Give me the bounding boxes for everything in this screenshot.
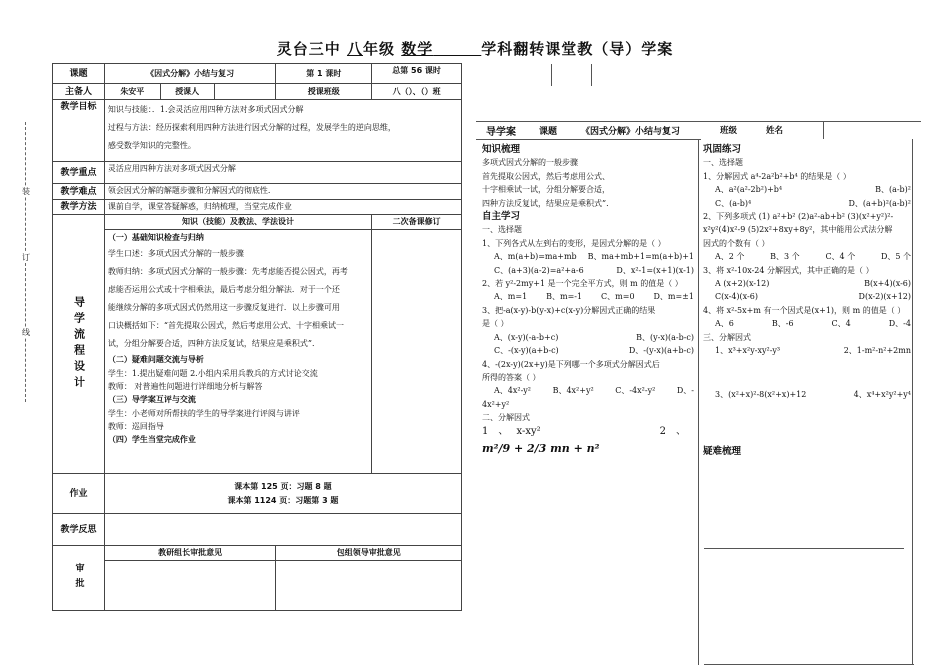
option-row xyxy=(703,277,911,290)
section-title: 巩固练习 xyxy=(703,144,742,155)
topic-label: 课题 xyxy=(53,64,105,84)
binding-char: 装 xyxy=(22,187,30,196)
review-header-1: 教研组长审批意见 xyxy=(104,546,276,561)
key-value: 灵活应用四种方法对多项式因式分解 xyxy=(104,162,461,184)
revise-header: 二次备课修订 xyxy=(372,215,462,230)
answer-space xyxy=(703,358,911,388)
text-line: 三、分解因式 xyxy=(703,332,751,342)
flow-section-title: （三）导学案互评与交流 xyxy=(107,395,196,404)
design-header: 知识（技能）及教法、学法设计 xyxy=(104,215,371,230)
column-divider xyxy=(698,139,699,665)
option: C、(a-b)⁴ xyxy=(715,198,752,208)
homework-line: 课本第 1124 页：习题第 3 题 xyxy=(227,495,339,505)
option: D、-4 xyxy=(888,319,911,329)
option: 1 、 x-xy² xyxy=(482,425,541,437)
homework-line: 课本第 125 页：习题 8 题 xyxy=(234,481,332,491)
formula: m²/9 + 2/3 mn + n² xyxy=(482,441,600,455)
option: B(x+4)(x-6) xyxy=(864,279,911,289)
right-name-label: 姓名 xyxy=(766,126,784,136)
text-line: 1、下列各式从左到右的变形，是因式分解的是（ ） xyxy=(482,238,666,248)
method-label: 教学方法 xyxy=(53,200,105,215)
practice-column xyxy=(703,143,911,458)
text-line: 二、分解因式 xyxy=(482,413,530,423)
section-title: 疑难梳理 xyxy=(703,445,742,457)
goal-line: 知识与技能：．1.会灵活应用四种方法对多项式因式分解 xyxy=(107,105,304,114)
text-line: 1、分解因式 a⁴-2a²b²+b⁴ 的结果是（ ） xyxy=(703,171,851,181)
right-class-label: 班级 xyxy=(720,126,738,136)
option-row xyxy=(703,183,911,196)
flow-line: 口诀概括如下：“首先提取公因式，然后考虑用公式、十字相乘试一 xyxy=(107,321,344,330)
flow-line: 学生：小老师对所帮扶的学生的导学案进行评阅与讲评 xyxy=(107,409,300,418)
option-row xyxy=(703,290,911,303)
text-line: 多项式因式分解的一般步骤 xyxy=(482,158,578,168)
option: 3、(x²+x)²-8(x²+x)+12 xyxy=(715,389,807,399)
option: D、(a+b)²(a-b)² xyxy=(848,198,911,208)
option: A (x+2)(x-12) xyxy=(715,279,770,289)
option: A、m(a+b)=ma+mb xyxy=(494,252,577,262)
right-course: 《因式分解》小结与复习 xyxy=(581,127,681,137)
option-row xyxy=(482,384,694,397)
option-row xyxy=(703,197,911,210)
option-row xyxy=(482,331,694,344)
answer-space xyxy=(703,401,911,445)
text-line: 3、将 x²-10x-24 分解因式，其中正确的是（ ） xyxy=(703,265,874,275)
option: B、ma+mb+1=m(a+b)+1 xyxy=(587,252,694,262)
flow-line: 试，分组分解要合适，四种方法反复试，结果应是乘积式”． xyxy=(107,339,320,348)
flow-section-title: （四）学生当堂完成作业 xyxy=(107,435,196,444)
text-line: x²y²(4)x²-9 (5)2x²+8xy+8y²，其中能用公式法分解 xyxy=(703,225,893,235)
flow-content xyxy=(104,230,371,474)
line xyxy=(704,548,904,549)
option: B、4x²+y² xyxy=(552,386,594,396)
teacher-label: 授课人 xyxy=(160,84,214,100)
right-course-label: 课题 xyxy=(539,127,558,137)
flow-line: 能继续分解的多项式因式仍然用这一步骤反复进行．以上步骤可用 xyxy=(107,303,340,312)
text-line: 因式的个数有（ ） xyxy=(703,238,770,248)
option: C、4 个 xyxy=(825,252,856,262)
option: A、m=1 xyxy=(494,292,528,302)
text-line: 十字相乘试一试，分组分解要合适， xyxy=(482,185,610,195)
option: B、m=-1 xyxy=(546,292,583,302)
flow-line: 学生：1.提出疑难问题 2.小组内采用兵教兵的方式讨论交流 xyxy=(107,369,318,378)
option: B、-6 xyxy=(771,319,794,329)
lesson-plan-table xyxy=(52,63,462,611)
review-header-2: 包组领导审批意见 xyxy=(276,546,462,561)
goal-line: 过程与方法：经历探索利用四种方法进行因式分解的过程，发展学生的逆向思维， xyxy=(107,123,396,132)
option: A、(x-y)(-a-b+c) xyxy=(494,332,559,342)
right-header-top xyxy=(476,121,921,122)
option: D、-(y-x)(a+b-c) xyxy=(628,346,694,356)
option: B、(y-x)(a-b-c) xyxy=(636,332,694,342)
option: A、6 xyxy=(715,319,734,329)
option-row xyxy=(703,388,911,401)
text-line: 一、选择题 xyxy=(703,158,743,168)
flow-label: 导学流程设计 xyxy=(53,215,105,474)
flow-section-title: （一）基础知识检查与归纳 xyxy=(107,233,204,242)
option-row xyxy=(482,344,694,357)
option: D(x-2)(x+12) xyxy=(858,292,911,302)
option: D、m=±1 xyxy=(653,292,694,302)
text-line: 四种方法反复试，结果应是乘积式”． xyxy=(482,198,615,208)
goals-label: 教学目标 xyxy=(53,100,105,162)
option: B、(a-b)² xyxy=(875,185,911,195)
option-row xyxy=(482,250,694,263)
self-study-column xyxy=(482,143,694,455)
option-row xyxy=(703,317,911,330)
flow-line: 学生口述：多项式因式分解的一般步骤 xyxy=(107,249,244,258)
text-line: 4x²+y² xyxy=(482,399,510,409)
class-label: 授课班级 xyxy=(276,84,372,100)
difficult-value: 领会因式分解的解题步骤和分解因式的彻底性. xyxy=(104,184,461,200)
review-label: 审批 xyxy=(53,546,105,611)
text-line: 一、选择题 xyxy=(482,225,522,235)
option: C、m=0 xyxy=(601,292,635,302)
option: 1、x³+x²y-xy²-y³ xyxy=(715,346,781,356)
divider xyxy=(591,64,592,86)
right-header-bottom xyxy=(476,139,701,140)
section-title: 知识梳理 xyxy=(482,144,521,155)
binding-char: 线 xyxy=(22,328,30,337)
text-line: 2、若 y²-2my+1 是一个完全平方式，则 m 的值是（ ） xyxy=(482,279,683,289)
option: D、- xyxy=(676,386,694,396)
flow-line: 虑能否运用公式或十字相乘法，最后考虑分组分解法．对于一个还 xyxy=(107,285,340,294)
option-row xyxy=(482,425,694,438)
reflection-label: 教学反思 xyxy=(53,514,105,546)
option: C(x-4)(x-6) xyxy=(715,292,758,302)
option: C、(a+3)(a-2)=a²+a-6 xyxy=(494,265,584,275)
option: C、4 xyxy=(831,319,851,329)
option: C、-4x²-y² xyxy=(615,386,656,396)
preparer-label: 主备人 xyxy=(53,84,105,100)
right-header-label: 导学案 xyxy=(486,127,516,138)
flow-line: 教师归纳：多项式因式分解的一般步骤：先考虑能否提公因式，再考 xyxy=(107,267,348,276)
topic-value: 《因式分解》小结与复习 xyxy=(104,64,276,84)
divider xyxy=(551,64,552,86)
text-line: 4、将 x²-5x+m 有一个因式是(x+1)，则 m 的值是（ ） xyxy=(703,305,906,315)
option: 2、1-m²-n²+2mn xyxy=(843,346,911,356)
section-title: 自主学习 xyxy=(482,211,521,223)
option-row xyxy=(482,264,694,277)
option: A、4x²-y² xyxy=(494,386,532,396)
text-line: 首先提取公因式，然后考虑用公式、 xyxy=(482,171,610,181)
binding-char: 订 xyxy=(22,253,30,262)
preparer-value: 朱安平 xyxy=(104,84,160,100)
option: 2 、 xyxy=(659,425,686,437)
total-period: 总第 56 课时 xyxy=(372,64,462,84)
page-title: 灵台三中 八年级 数学 学科翻转课堂教（导）学案 xyxy=(276,40,674,58)
option: D、x²-1=(x+1)(x-1) xyxy=(616,265,694,275)
text-line: 2、下列多项式 (1) a²+b² (2)a²-ab+b² (3)(x²+y²)²- xyxy=(703,212,894,222)
option-row xyxy=(703,250,911,263)
text-line: 4、-(2x-y)(2x+y)是下列哪一个多项式分解因式后 xyxy=(482,359,660,369)
option: B、3 个 xyxy=(770,252,800,262)
text-line: 3、把-a(x-y)-b(y-x)+c(x-y)分解因式正确的结果 xyxy=(482,305,656,315)
column-divider xyxy=(912,139,913,665)
flow-line: 教师：巡回指导 xyxy=(107,422,164,431)
option: D、5 个 xyxy=(880,252,911,262)
class-value: 八（）、（）班 xyxy=(372,84,462,100)
homework-label: 作业 xyxy=(53,474,105,514)
text-line: 是（ ） xyxy=(482,319,509,329)
key-label: 教学重点 xyxy=(53,162,105,184)
flow-line: 教师： 对普遍性问题进行详细地分析与解答 xyxy=(107,382,263,391)
goal-line: 感受数学知识的完整性。 xyxy=(107,141,196,150)
difficult-label: 教学难点 xyxy=(53,184,105,200)
option-row xyxy=(703,344,911,357)
option: C、-(x-y)(a+b-c) xyxy=(494,346,559,356)
divider xyxy=(823,121,824,139)
line xyxy=(704,664,914,665)
option: A、a²(a²-2b²)+b⁴ xyxy=(715,185,783,195)
option-row xyxy=(482,290,694,303)
method-value: 课前自学，课堂答疑解惑，归纳梳理，当堂完成作业 xyxy=(104,200,461,215)
period: 第 1 课时 xyxy=(276,64,372,84)
option: 4、x⁴+x²y²+y⁴ xyxy=(853,389,911,399)
option: A、2 个 xyxy=(715,252,745,262)
text-line: 所得的答案（ ） xyxy=(482,372,541,382)
flow-section-title: （二）疑难问题交流与导析 xyxy=(107,355,204,364)
